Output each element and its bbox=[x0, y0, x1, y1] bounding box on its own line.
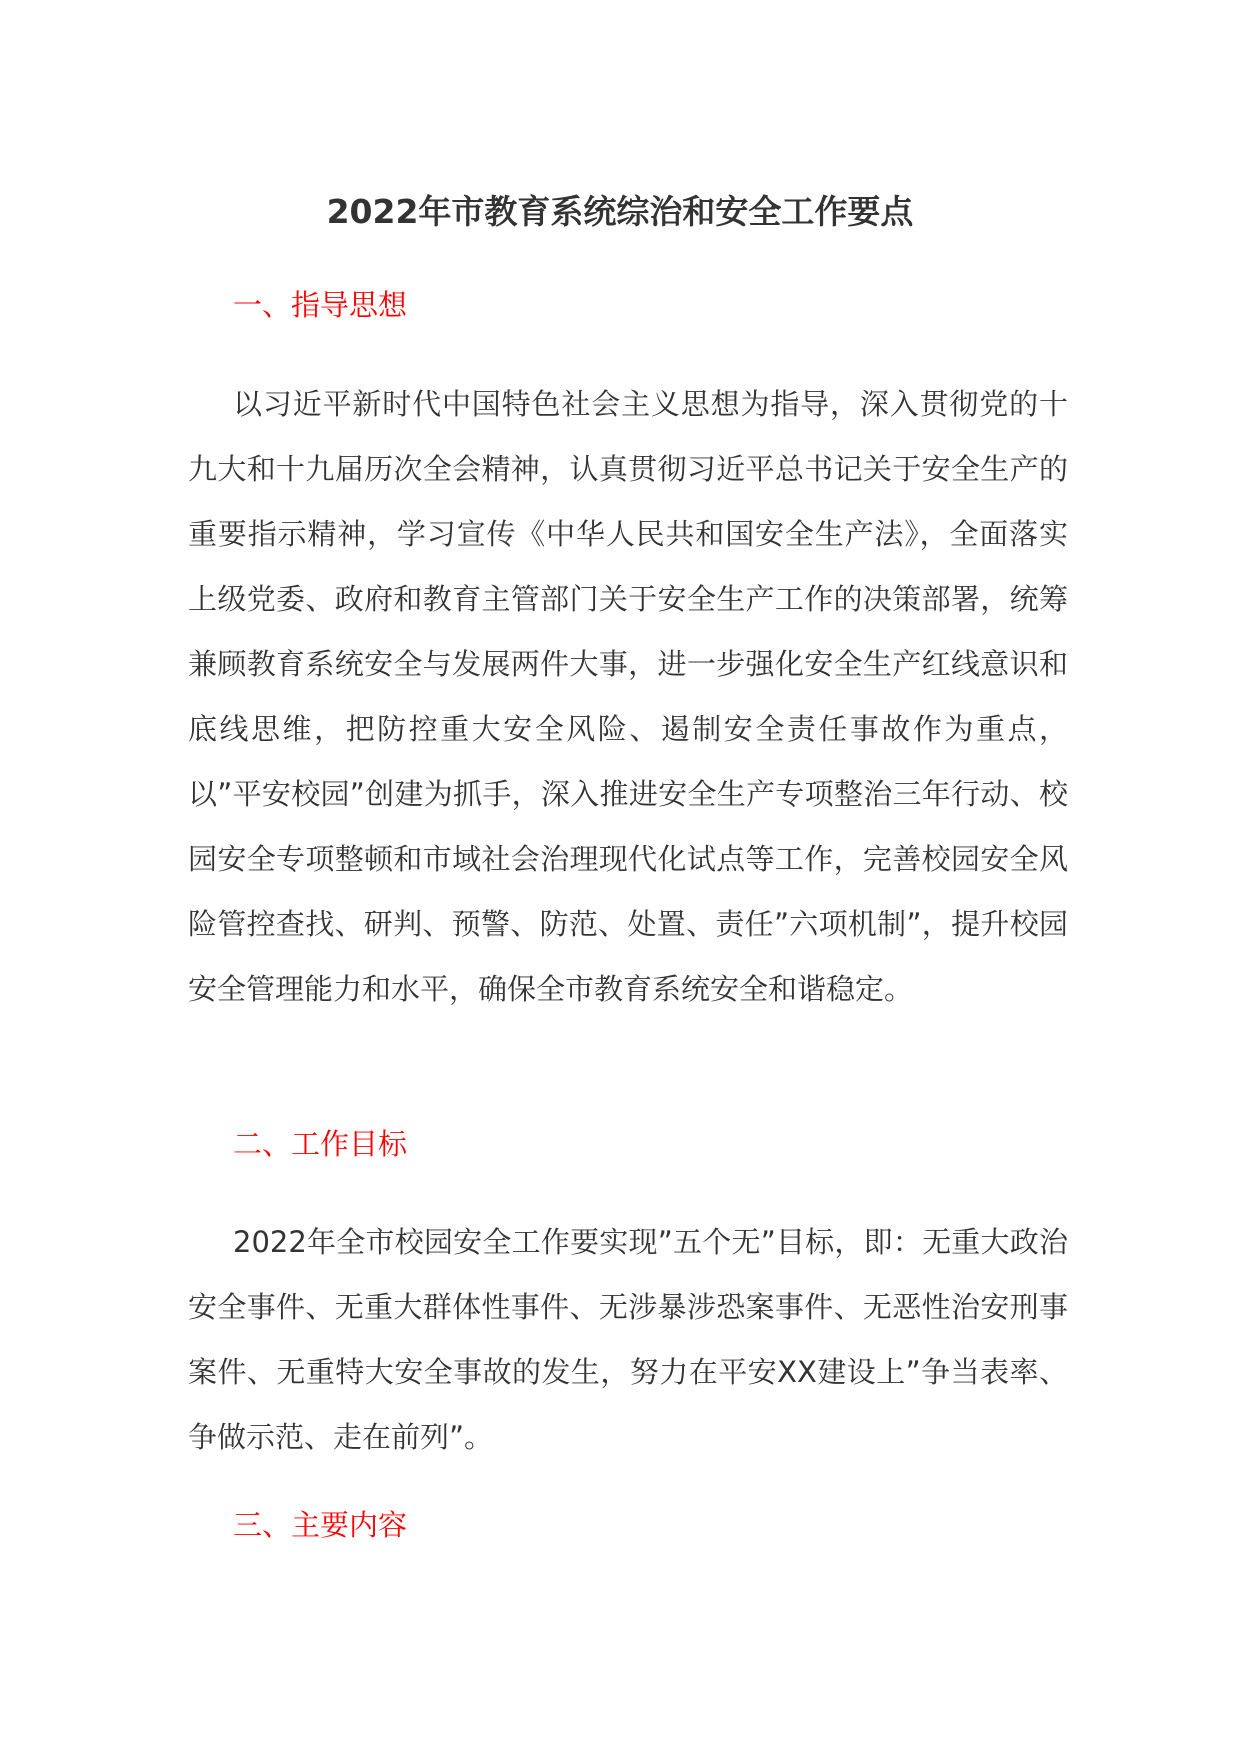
section-paragraph-guiding-ideology: 以习近平新时代中国特色社会主义思想为指导，深入贯彻党的十九大和十九届历次全会精神，认真贯彻习近平总书记关于安全生产的重要指示精神，学习宣传《中华人民共和国安全生产法》，全面落实上级党委、政府和教育主管部门关于安全生产工作的决策部署，统筹兼顾教育系统安全与发展两件大事，进一步强化安全生产红线意识和底线思维，把防控重大安全风险、遏制安全责任事故作为重点，以”平安校园”创建为抓手，深入推进安全生产专项整治三年行动、校园安全专项整顿和市域社会治理现代化试点等工作，完善校园安全风险管控查找、研判、预警、防范、处置、责任”六项机制”，提升校园安全管理能力和水平，确保全市教育系统安全和谐稳定。 bbox=[188, 387, 1068, 1006]
section-paragraph-work-goals: 2022年全市校园安全工作要实现”五个无”目标，即：无重大政治安全事件、无重大群体性事件、无涉暴涉恐案事件、无恶性治安刑事案件、无重特大安全事故的发生，努力在平安XX建设上”争当表率、争做示范、走在前列”。 bbox=[188, 1225, 1068, 1454]
section-heading-main-content: 三、主要内容 bbox=[233, 1508, 408, 1542]
section-heading-guiding-ideology: 一、指导思想 bbox=[233, 288, 408, 322]
document-title: 2022年市教育系统综治和安全工作要点 bbox=[326, 192, 914, 231]
section-heading-work-goals: 二、工作目标 bbox=[233, 1127, 408, 1161]
